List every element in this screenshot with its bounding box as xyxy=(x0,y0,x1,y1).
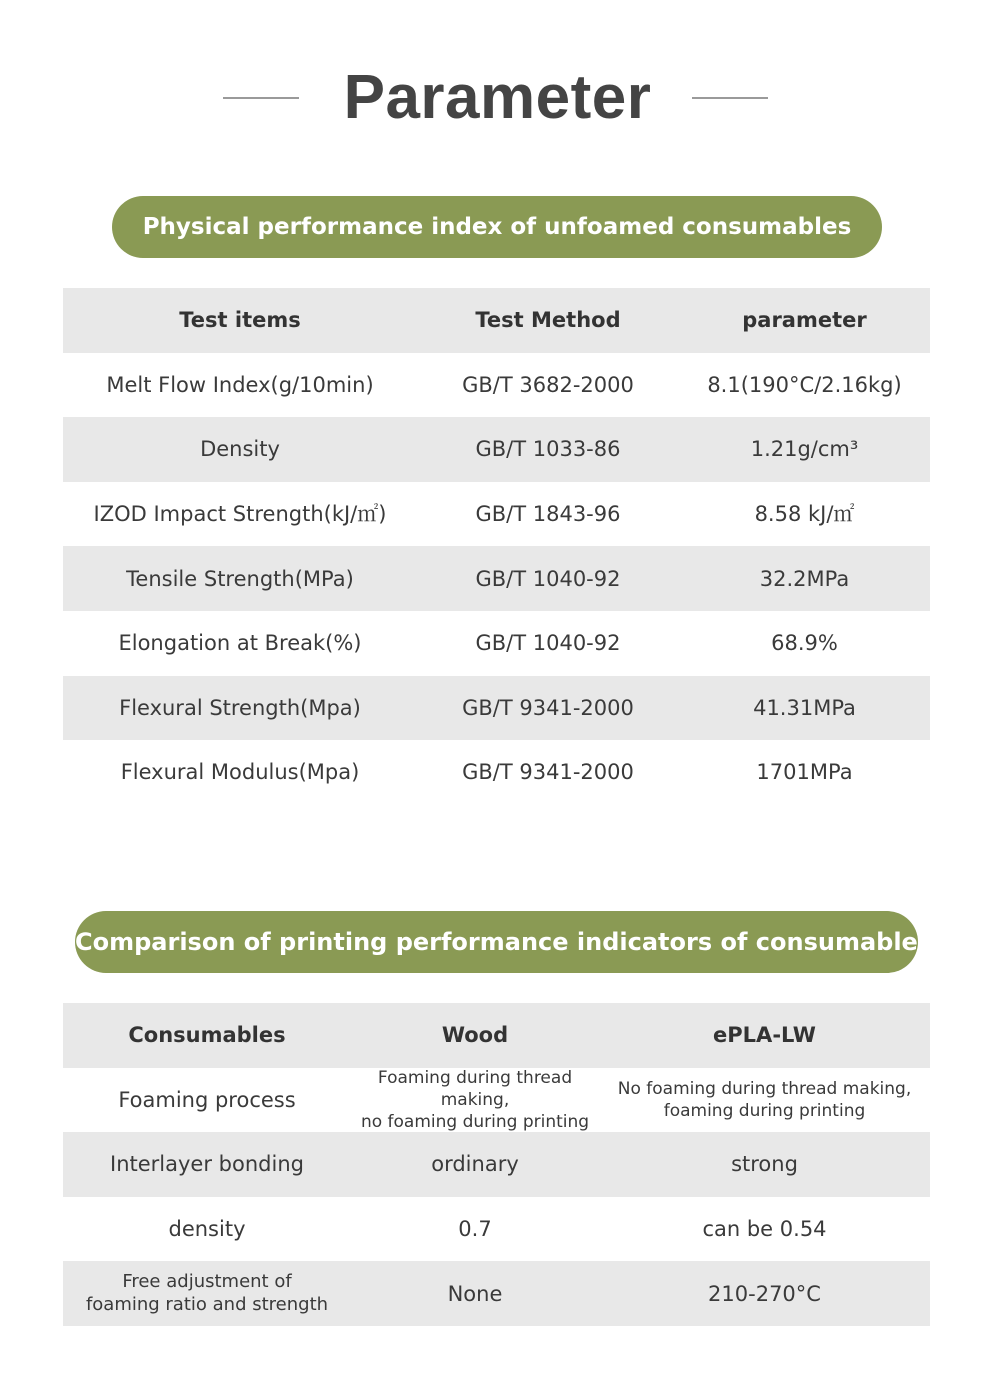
parameter-cell: 41.31MPa xyxy=(753,695,856,720)
test-item-cell: Density xyxy=(200,437,280,462)
table-row xyxy=(63,1261,930,1326)
comparison-item-line: foaming ratio and strength xyxy=(85,1293,329,1315)
epla-value-cell: strong xyxy=(731,1152,798,1177)
parameter-cell: 8.1(190°C/2.16kg) xyxy=(707,372,902,397)
test-method-cell: GB/T 1033-86 xyxy=(475,437,621,462)
test-method-cell: GB/T 1843-96 xyxy=(475,502,621,526)
test-item-cell: Elongation at Break(%) xyxy=(118,631,362,656)
column-header-consumables: Consumables xyxy=(128,1023,286,1048)
table-row xyxy=(63,1197,930,1262)
test-item-cell: Flexural Modulus(Mpa) xyxy=(120,760,360,785)
test-method-cell: GB/T 9341-2000 xyxy=(462,695,634,720)
comparison-item-cell xyxy=(63,1271,351,1316)
section-heading-physical-performance: Physical performance index of unfoamed consumables xyxy=(112,196,882,258)
table-row xyxy=(63,611,930,676)
comparison-item-cell: density xyxy=(168,1217,246,1241)
epla-value-cell xyxy=(599,1078,930,1122)
wood-value-cell xyxy=(351,1067,599,1133)
page-title: Parameter xyxy=(343,63,652,132)
column-header-epla-lw: ePLA-LW xyxy=(713,1023,816,1048)
wood-value-cell: ordinary xyxy=(431,1152,519,1177)
table-header-row xyxy=(63,1003,930,1068)
table-row xyxy=(63,676,930,741)
parameter-cell: 32.2MPa xyxy=(759,566,850,591)
title-divider-right xyxy=(692,97,768,99)
column-header-test-method: Test Method xyxy=(475,308,621,333)
table-row xyxy=(63,482,930,547)
table-row xyxy=(63,1132,930,1197)
wood-value-cell: 0.7 xyxy=(458,1217,492,1241)
test-method-cell: GB/T 3682-2000 xyxy=(462,372,634,397)
test-method-cell: GB/T 9341-2000 xyxy=(462,760,634,785)
physical-performance-table xyxy=(63,288,930,805)
epla-value-line: foaming during printing xyxy=(663,1100,866,1121)
test-item-cell: Tensile Strength(MPa) xyxy=(126,566,354,591)
epla-value-cell: can be 0.54 xyxy=(702,1217,827,1241)
comparison-item-cell: Foaming process xyxy=(118,1087,296,1112)
parameter-cell: 68.9% xyxy=(771,631,838,656)
table-row xyxy=(63,417,930,482)
column-header-parameter: parameter xyxy=(742,308,867,333)
wood-value-line: Foaming during thread making, xyxy=(377,1067,573,1110)
table-header-row xyxy=(63,288,930,353)
column-header-wood: Wood xyxy=(441,1023,509,1048)
wood-value-cell: None xyxy=(447,1281,503,1306)
comparison-item-line: Free adjustment of xyxy=(122,1271,292,1293)
parameter-cell: 1.21g/cm³ xyxy=(750,437,859,462)
table-row xyxy=(63,546,930,611)
test-method-cell: GB/T 1040-92 xyxy=(475,631,621,656)
parameter-cell: 8.58 kJ/㎡ xyxy=(754,502,855,526)
table-row xyxy=(63,1068,930,1133)
test-item-cell: IZOD Impact Strength(kJ/㎡) xyxy=(93,502,387,526)
section-heading-printing-comparison: Comparison of printing performance indicators of consumables xyxy=(75,911,918,973)
title-block xyxy=(0,58,995,138)
epla-value-line: No foaming during thread making, xyxy=(617,1078,912,1099)
comparison-item-cell: Interlayer bonding xyxy=(110,1152,304,1177)
table-row xyxy=(63,740,930,805)
printing-comparison-table xyxy=(63,1003,930,1326)
test-method-cell: GB/T 1040-92 xyxy=(475,566,621,591)
table-row xyxy=(63,353,930,418)
column-header-test-items: Test items xyxy=(179,308,301,333)
wood-value-line: no foaming during printing xyxy=(360,1111,590,1132)
parameter-cell: 1701MPa xyxy=(756,760,853,785)
test-item-cell: Melt Flow Index(g/10min) xyxy=(106,372,374,397)
test-item-cell: Flexural Strength(Mpa) xyxy=(119,695,361,720)
epla-value-cell: 210-270°C xyxy=(708,1281,821,1306)
